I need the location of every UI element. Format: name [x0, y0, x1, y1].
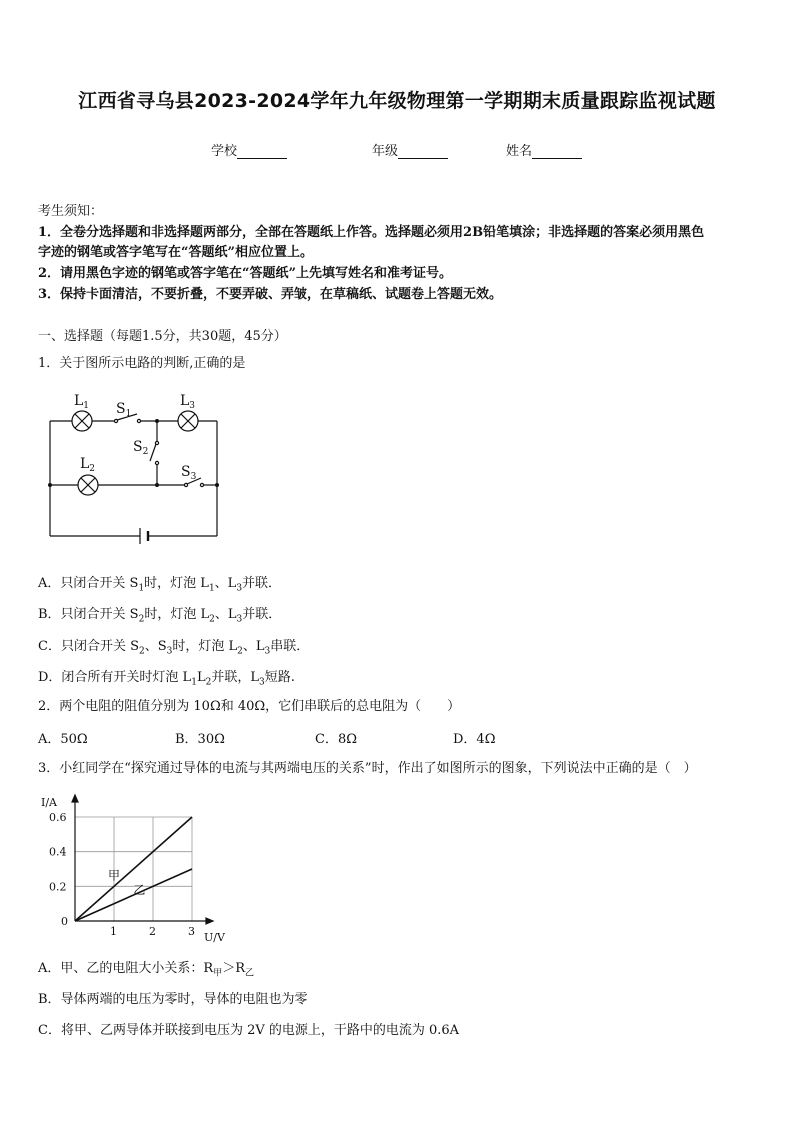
battery	[140, 528, 148, 544]
school-field	[211, 140, 287, 159]
school-blank[interactable]	[237, 144, 287, 159]
name-blank[interactable]	[532, 144, 582, 159]
q1-option-c[interactable]: C．只闭合开关 $S_2$、$S_3$时，灯泡 $L_2$、$L_3$串联．	[38, 639, 310, 657]
notice-item-1: 1．全卷分选择题和非选择题两部分，全部在答题纸上作答。选择题必须用2B铅笔填涂；非选择题的答案必须用黑色	[38, 225, 705, 240]
grade-label: 年级	[372, 144, 399, 159]
x-axis-label: U/V	[204, 931, 225, 944]
notice-heading: 考生须知：	[38, 204, 104, 219]
name-field	[506, 140, 582, 159]
q3-stem: 3．小红同学在“探究通过导体的电流与其两端电压的关系”时，作出了如图所示的图象，下列说法中正确的是（ ）	[38, 761, 697, 776]
grade-blank[interactable]	[398, 144, 448, 159]
x-axis-arrow	[206, 918, 213, 924]
school-label: 学校	[211, 144, 238, 159]
iu-graph	[34, 790, 234, 948]
notice-item-2: 2．请用黑色字迹的钢笔或答字笔在“答题纸”上先填写姓名和准考证号。	[38, 266, 453, 281]
label-s3: $S_3$	[181, 464, 197, 482]
y-axis-arrow	[72, 795, 78, 802]
y-tick-label-0.4: 0.4	[49, 845, 67, 859]
label-s2: $S_2$	[133, 439, 149, 457]
q1-option-b[interactable]: B．只闭合开关 $S_2$时，灯泡 $L_2$、$L_3$并联．	[38, 607, 282, 625]
grade-field	[372, 140, 448, 159]
notice-item-3: 3．保持卡面清洁，不要折叠，不要弄破、弄皱，在草稿纸、试题卷上答题无效。	[38, 287, 503, 302]
label-s1: $S_1$	[116, 401, 132, 419]
label-l2: $L_2$	[80, 456, 96, 474]
q2-option-d[interactable]: D．4Ω	[453, 732, 496, 747]
name-label: 姓名	[506, 144, 533, 159]
x-tick-label-1: 1	[110, 925, 117, 938]
lamp-l1	[72, 411, 92, 431]
label-l1: $L_1$	[74, 393, 90, 411]
q2-option-b[interactable]: B．30Ω	[175, 732, 225, 747]
q3-option-a[interactable]: A．甲、乙的电阻大小关系：$R_甲>R_乙$	[38, 961, 255, 979]
q2-option-c[interactable]: C．8Ω	[315, 732, 357, 747]
q2-stem: 2．两个电阻的阻值分别为 10Ω和 40Ω，它们串联后的总电阻为（ ）	[38, 699, 461, 714]
q1-stem: 1．关于图所示电路的判断,正确的是	[38, 356, 246, 371]
switch-s2	[150, 441, 159, 464]
x-tick-label-2: 2	[149, 925, 156, 938]
origin-label: 0	[61, 915, 68, 928]
lamp-l3	[178, 411, 198, 431]
notice-item-1-cont: 字迹的钢笔或答字笔写在“答题纸”相应位置上。	[38, 245, 313, 260]
q1-option-a[interactable]: A．只闭合开关 $S_1$时，灯泡 $L_1$、$L_3$并联．	[38, 576, 282, 594]
q3-option-c[interactable]: C．将甲、乙两导体并联接到电压为 2V 的电源上，干路中的电流为 0.6A	[38, 1023, 460, 1038]
page-title: 江西省寻乌县2023-2024学年九年级物理第一学期期末质量跟踪监视试题	[78, 90, 716, 112]
section-heading: 一、选择题（每题1.5分，共30题，45分）	[38, 329, 287, 344]
series-line-1	[75, 817, 192, 921]
y-tick-label-0.2: 0.2	[49, 880, 67, 894]
q3-option-b[interactable]: B．导体两端的电压为零时，导体的电阻也为零	[38, 992, 308, 1007]
lamp-l2	[78, 475, 98, 495]
series-label-1: 甲	[108, 868, 121, 883]
x-tick-label-3: 3	[188, 925, 195, 938]
q1-option-d[interactable]: D．闭合所有开关时灯泡 $L_1L_2$并联，$L_3$短路.	[38, 670, 295, 688]
y-tick-label-0.6: 0.6	[49, 811, 67, 824]
circuit-diagram	[40, 388, 230, 548]
label-l3: $L_3$	[180, 393, 196, 411]
series-label-2: 乙	[133, 883, 146, 897]
y-axis-label: I/A	[41, 796, 57, 809]
q2-option-a[interactable]: A．50Ω	[38, 732, 88, 747]
